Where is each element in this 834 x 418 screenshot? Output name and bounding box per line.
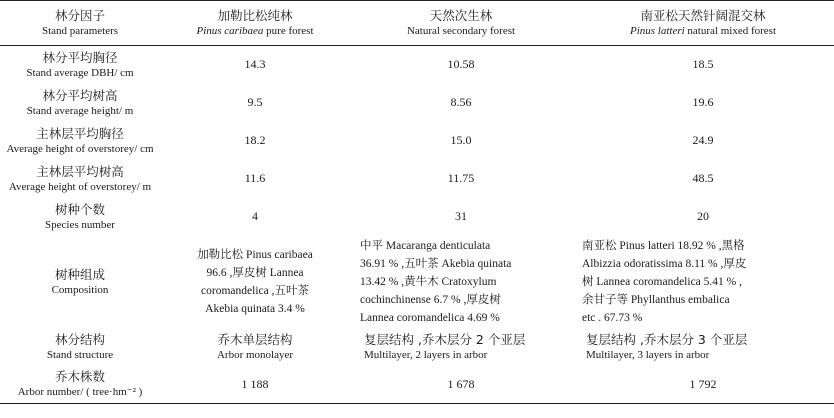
row-label-en: Species number: [45, 218, 115, 231]
row-label: [0, 122, 160, 160]
cell-value: 1 792: [572, 366, 834, 404]
table-row: [0, 366, 834, 404]
row-label: [0, 84, 160, 122]
header-row: [0, 1, 834, 46]
cell-value: 31: [455, 209, 467, 223]
row-label: [0, 366, 160, 404]
table-row: [0, 46, 834, 84]
row-label-zh: 主林层平均胸径: [36, 125, 124, 141]
row-label-zh: 林分平均胸径: [42, 49, 118, 65]
cell-value: 1 188: [160, 366, 350, 404]
cell-value: 11.6: [244, 171, 266, 185]
cell-structure: [572, 328, 834, 366]
row-label: [0, 46, 160, 84]
cell-composition: 中平 Macaranga denticulata 36.91 % ,五叶茶 Akebia quinata 13.42 % ,黄牛木 Cratoxylum cochinchinense 6.7 % ,厚皮树 Lannea coromandelica 4.69 %: [360, 239, 512, 324]
cell-value: 9.5: [247, 95, 263, 109]
header-en: Stand parameters: [41, 25, 119, 37]
header-zh: 天然次生林: [429, 8, 493, 23]
table-body: [0, 46, 834, 404]
cell-structure-en: Multilayer, 3 layers in arbor: [586, 348, 710, 361]
header-zh: 加勒比松纯林: [217, 8, 293, 23]
cell-value: 14.3: [244, 57, 266, 72]
row-label: [0, 160, 160, 198]
header-species-italic: Pinus caribaea: [196, 25, 264, 37]
table-row: [0, 328, 834, 366]
table-header: [0, 1, 834, 46]
row-label-en: Average height of overstorey/ m: [8, 180, 152, 193]
row-label: [0, 198, 160, 236]
row-label-zh: 树种组成: [54, 266, 105, 282]
cell-composition: 南亚松 Pinus latteri 18.92 % ,黑格 Albizzia odoratissima 8.11 % ,厚皮 树 Lannea coromandelica 5.41 % , 余甘子等 Phyllanthus embalica etc . 67.73 %: [582, 239, 747, 324]
header-zh: 南亚松天然针阔混交林: [640, 8, 766, 23]
header-en-line: [160, 24, 350, 39]
row-label-zh: 树种个数: [54, 201, 105, 217]
cell-structure-zh: 乔木单层结构: [217, 331, 293, 347]
table-row: [0, 160, 834, 198]
cell-structure: [350, 328, 572, 366]
table-row: [0, 236, 834, 328]
header-en-line: [572, 24, 834, 39]
header-pinus-latteri: [572, 1, 834, 46]
row-label-en: Arbor number/ ( tree·hm⁻² ): [17, 386, 143, 399]
cell-value: 19.6: [692, 95, 714, 109]
cell-value: 4: [252, 209, 258, 223]
cell-value: 18.2: [244, 133, 266, 147]
cell-structure: [160, 328, 350, 366]
header-en: natural mixed forest: [684, 25, 777, 37]
cell-structure-zh: 复层结构 ,乔木层分 3 个亚层: [586, 331, 748, 347]
cell-composition: 加勒比松 Pinus caribaea 96.6 ,厚皮树 Lannea coromandelica ,五叶茶 Akebia quinata 3.4 %: [197, 248, 313, 315]
row-label: [0, 328, 160, 366]
row-label: [0, 236, 160, 328]
cell-value: 11.75: [447, 171, 475, 185]
table-row: [0, 84, 834, 122]
header-pinus-caribaea: [160, 1, 350, 46]
cell-value: 10.58: [447, 57, 475, 72]
cell-value: 1 678: [350, 366, 572, 404]
table-row: [0, 198, 834, 236]
row-label-zh: 林分结构: [54, 331, 105, 347]
header-stand-parameters: [0, 1, 160, 46]
cell-value: 8.56: [450, 95, 472, 109]
header-en: pure forest: [263, 25, 314, 37]
header-species-italic: Pinus latteri: [629, 25, 685, 37]
header-natural-secondary: [350, 1, 572, 46]
row-label-zh: 乔木株数: [54, 369, 105, 385]
table-row: [0, 122, 834, 160]
row-label-en: Composition: [51, 283, 109, 296]
cell-structure-en: Arbor monolayer: [216, 348, 294, 361]
row-label-en: Stand average height/ m: [26, 104, 134, 117]
row-label-en: Stand structure: [46, 348, 114, 361]
row-label-zh: 主林层平均树高: [36, 163, 124, 179]
header-zh: 林分因子: [54, 8, 105, 23]
row-label-en: Average height of overstorey/ cm: [6, 142, 154, 155]
cell-value: 48.5: [692, 171, 714, 185]
cell-structure-en: Multilayer, 2 layers in arbor: [364, 348, 488, 361]
cell-value: 18.5: [692, 57, 714, 72]
row-label-zh: 林分平均树高: [42, 87, 118, 103]
cell-value: 24.9: [692, 133, 714, 147]
cell-structure-zh: 复层结构 ,乔木层分 2 个亚层: [364, 331, 526, 347]
row-label-en: Stand average DBH/ cm: [26, 66, 134, 79]
header-en: Natural secondary forest: [406, 25, 516, 37]
cell-value: 20: [697, 209, 709, 223]
cell-value: 15.0: [450, 133, 472, 147]
